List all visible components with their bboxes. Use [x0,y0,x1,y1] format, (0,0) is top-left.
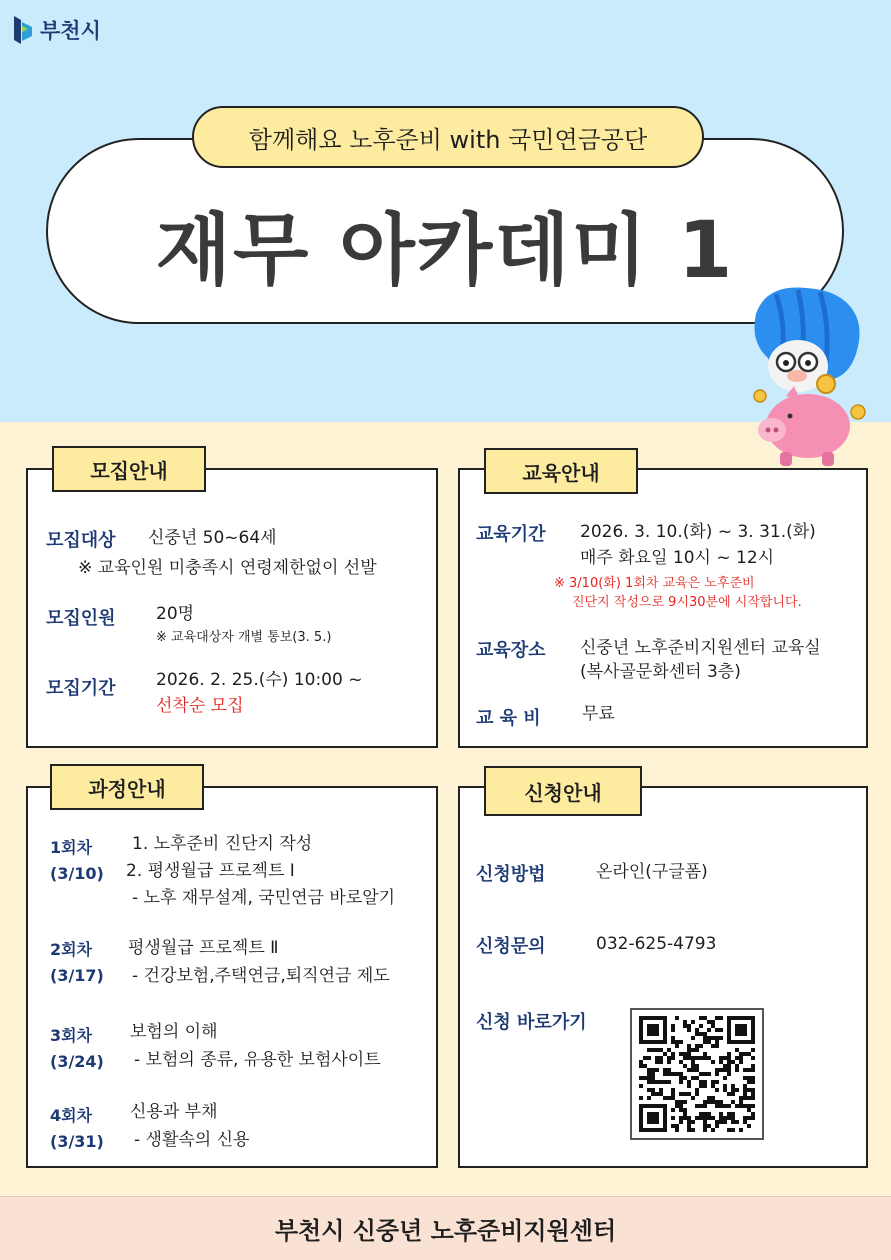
session-2-number: 2회차 [50,940,93,959]
recruit-count-note: ※ 교육대상자 개별 통보(3. 5.) [156,630,332,645]
education-period-label: 교육기간 [476,524,546,545]
apply-qr-code[interactable] [630,1008,764,1140]
recruit-target-value: 신중년 50~64세 [148,528,277,548]
page-title: 재무 아카데미 1 [155,206,735,296]
session-4-number: 4회차 [50,1106,93,1125]
session-4-line-2: - 생활속의 신용 [134,1130,250,1150]
session-1-number: 1회차 [50,838,93,857]
session-4-date: (3/31) [50,1132,104,1151]
qr-code-icon [638,1016,756,1132]
logo-text: 부천시 [40,19,101,43]
apply-contact-label: 신청문의 [476,936,546,957]
recruit-tag: 모집안내 [52,446,206,492]
recruit-target-note: ※ 교육인원 미충족시 연령제한없이 선발 [78,558,377,578]
apply-tag: 신청안내 [484,766,642,816]
city-logo [12,14,101,46]
recruit-target-label: 모집대상 [46,530,116,551]
mascot-piggy-bank-illustration [746,284,871,478]
bucheon-logo-icon [12,14,34,46]
education-period-value: 2026. 3. 10.(화) ~ 3. 31.(화) [580,522,816,542]
session-1-line-2: 2. 평생월급 프로젝트 Ⅰ [126,861,295,881]
education-period-time: 매주 화요일 10시 ~ 12시 [580,548,775,568]
recruit-period-label: 모집기간 [46,678,116,699]
education-fee-value: 무료 [582,704,615,724]
session-2-line-2: - 건강보험,주택연금,퇴직연금 제도 [132,966,390,986]
recruit-period-note: 선착순 모집 [156,696,244,716]
footer-banner: 부천시 신중년 노후준비지원센터 [0,1196,891,1260]
session-3-line-2: - 보험의 종류, 유용한 보험사이트 [134,1050,381,1070]
apply-contact-value: 032-625-4793 [596,934,717,954]
recruit-period-value: 2026. 2. 25.(수) 10:00 ~ [156,670,363,690]
education-place-detail: (복사골문화센터 3층) [580,662,741,682]
session-3-number: 3회차 [50,1026,93,1045]
apply-link-label: 신청 바로가기 [476,1012,587,1033]
recruit-count-value: 20명 [156,604,195,624]
education-place-value: 신중년 노후준비지원센터 교육실 [580,638,821,658]
subtitle-pill: 함께해요 노후준비 with 국민연금공단 [192,106,704,168]
session-1-date: (3/10) [50,864,104,883]
education-period-note-1: ※ 3/10(화) 1회차 교육은 노후준비 [554,576,755,591]
session-3-date: (3/24) [50,1052,104,1071]
recruit-count-label: 모집인원 [46,608,116,629]
session-1-line-1: 1. 노후준비 진단지 작성 [132,834,313,854]
session-4-line-1: 신용과 부채 [130,1102,218,1122]
education-period-note-2: 진단지 작성으로 9시30분에 시작합니다. [572,595,802,610]
education-place-label: 교육장소 [476,640,546,661]
session-2-line-1: 평생월급 프로젝트 Ⅱ [128,938,279,958]
session-1-line-3: - 노후 재무설계, 국민연금 바로알기 [132,888,396,908]
session-3-line-1: 보험의 이해 [130,1022,218,1042]
apply-method-label: 신청방법 [476,864,546,885]
session-2-date: (3/17) [50,966,104,985]
course-tag: 과정안내 [50,764,204,810]
apply-method-value: 온라인(구글폼) [596,862,708,882]
education-tag: 교육안내 [484,448,638,494]
education-fee-label: 교 육 비 [476,708,541,729]
